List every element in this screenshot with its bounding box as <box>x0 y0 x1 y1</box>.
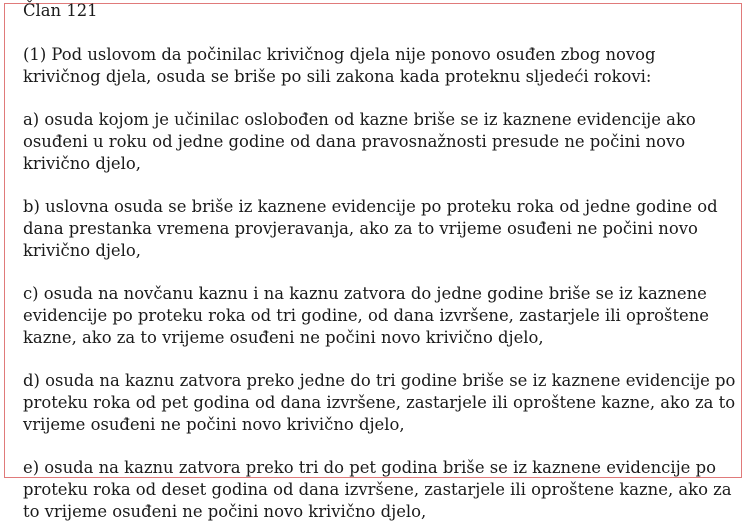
item-e-paragraph: e) osuda na kaznu zatvora preko tri do pet godina briše se iz kaznene evidencije po proteku roka od deset godina od dana izvršene, zastarjele ili oproštene kazne, ako za to vrijeme osuđeni ne počini novo krivično djelo, <box>23 458 732 521</box>
item-d-paragraph: d) osuda na kaznu zatvora preko jedne do tri godine briše se iz kaznene evidencije po proteku roka od pet godina od dana izvršene, zastarjele ili oproštene kazne, ako za to vrijeme osuđeni ne počini novo krivično djelo, <box>23 371 736 434</box>
article-heading: Član 121 <box>23 1 98 20</box>
item-b-paragraph: b) uslovna osuda se briše iz kaznene evidencije po proteku roka od jedne godine od dana prestanka vremena provjeravanja, ako za to vrijeme osuđeni ne počini novo krivično djelo, <box>23 197 718 260</box>
document-body <box>23 0 738 523</box>
intro-paragraph: (1) Pod uslovom da počinilac krivičnog djela nije ponovo osuđen zbog novog krivičnog djela, osuda se briše po sili zakona kada proteknu sljedeći rokovi: <box>23 45 656 86</box>
item-c-paragraph: c) osuda na novčanu kaznu i na kaznu zatvora do jedne godine briše se iz kaznene evidencije po proteku roka od tri godine, od dana izvršene, zastarjele ili oproštene kazne, ako za to vrijeme osuđeni ne počini novo krivično djelo, <box>23 284 709 347</box>
item-a-paragraph: a) osuda kojom je učinilac oslobođen od kazne briše se iz kaznene evidencije ako osuđeni u roku od jedne godine od dana pravosnažnosti presude ne počini novo krivično djelo, <box>23 110 696 173</box>
